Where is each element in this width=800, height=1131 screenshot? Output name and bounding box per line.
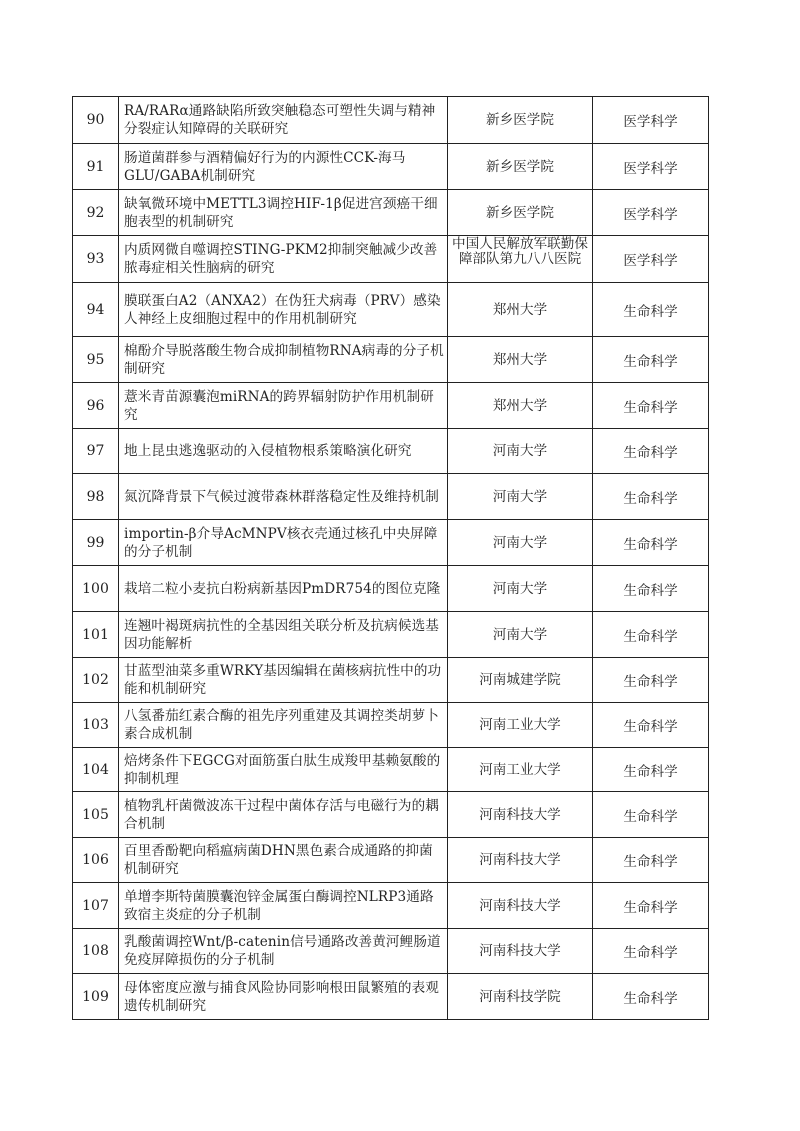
row-number-cell: 91 [73,144,119,190]
row-number-cell: 101 [73,612,119,658]
row-number-cell: 106 [73,838,119,883]
table-row [73,566,709,612]
discipline-cell: 生命科学 [593,474,709,520]
project-title-cell: 单增李斯特菌膜囊泡锌金属蛋白酶调控NLRP3通路致宿主炎症的分子机制 [119,883,448,929]
institution-cell: 新乡医学院 [448,97,593,144]
discipline-cell: 生命科学 [593,283,709,337]
project-title-cell: 肠道菌群参与酒精偏好行为的内源性CCK-海马GLU/GABA机制研究 [119,144,448,190]
discipline-cell: 医学科学 [593,236,709,283]
institution-cell: 河南科技大学 [448,929,593,974]
row-number-cell: 104 [73,748,119,792]
row-number-cell: 102 [73,658,119,703]
institution-cell: 河南科技大学 [448,838,593,883]
discipline-cell: 生命科学 [593,658,709,703]
project-title-cell: RA/RARα通路缺陷所致突触稳态可塑性失调与精神分裂症认知障碍的关联研究 [119,97,448,144]
institution-cell: 郑州大学 [448,283,593,337]
discipline-cell: 医学科学 [593,144,709,190]
row-number-cell: 108 [73,929,119,974]
project-title-cell: 膜联蛋白A2（ANXA2）在伪狂犬病毒（PRV）感染人神经上皮细胞过程中的作用机制研究 [119,283,448,337]
project-title-cell: 八氢番茄红素合酶的祖先序列重建及其调控类胡萝卜素合成机制 [119,703,448,748]
discipline-cell: 生命科学 [593,838,709,883]
discipline-cell: 生命科学 [593,748,709,792]
discipline-cell: 生命科学 [593,520,709,566]
project-title-cell: 连翘叶褐斑病抗性的全基因组关联分析及抗病候选基因功能解析 [119,612,448,658]
institution-cell: 河南城建学院 [448,658,593,703]
project-title-cell: 内质网微自噬调控STING-PKM2抑制突触减少改善脓毒症相关性脑病的研究 [119,236,448,283]
project-title-cell: 甘蓝型油菜多重WRKY基因编辑在菌核病抗性中的功能和机制研究 [119,658,448,703]
table-row [73,144,709,190]
institution-cell: 河南工业大学 [448,703,593,748]
discipline-cell: 生命科学 [593,703,709,748]
institution-cell: 郑州大学 [448,383,593,429]
row-number-cell: 98 [73,474,119,520]
table-row [73,612,709,658]
project-title-cell: 缺氧微环境中METTL3调控HIF-1β促进宫颈癌干细胞表型的机制研究 [119,190,448,236]
discipline-cell: 生命科学 [593,883,709,929]
row-number-cell: 95 [73,337,119,383]
project-title-cell: 焙烤条件下EGCG对面筋蛋白肽生成羧甲基赖氨酸的抑制机理 [119,748,448,792]
row-number-cell: 103 [73,703,119,748]
institution-cell: 河南大学 [448,612,593,658]
table-row [73,429,709,474]
discipline-cell: 生命科学 [593,383,709,429]
row-number-cell: 92 [73,190,119,236]
discipline-cell: 生命科学 [593,974,709,1020]
row-number-cell: 105 [73,792,119,838]
table-row [73,474,709,520]
table-row [73,974,709,1020]
table-body [73,97,709,1020]
row-number-cell: 100 [73,566,119,612]
project-title-cell: 地上昆虫逃逸驱动的入侵植物根系策略演化研究 [119,429,448,474]
discipline-cell: 生命科学 [593,337,709,383]
project-title-cell: 乳酸菌调控Wnt/β-catenin信号通路改善黄河鲤肠道免疫屏障损伤的分子机制 [119,929,448,974]
project-title-cell: 百里香酚靶向稻瘟病菌DHN黑色素合成通路的抑菌机制研究 [119,838,448,883]
table-row [73,283,709,337]
row-number-cell: 97 [73,429,119,474]
institution-cell: 河南大学 [448,566,593,612]
project-title-cell: 母体密度应激与捕食风险协同影响根田鼠繁殖的表观遗传机制研究 [119,974,448,1020]
discipline-cell: 医学科学 [593,97,709,144]
row-number-cell: 109 [73,974,119,1020]
institution-cell: 河南大学 [448,474,593,520]
institution-cell: 河南科技大学 [448,883,593,929]
row-number-cell: 93 [73,236,119,283]
row-number-cell: 96 [73,383,119,429]
table-row [73,520,709,566]
project-title-cell: 薏米青苗源囊泡miRNA的跨界辐射防护作用机制研究 [119,383,448,429]
discipline-cell: 生命科学 [593,429,709,474]
institution-cell: 中国人民解放军联勤保障部队第九八八医院 [448,236,593,283]
institution-cell: 河南工业大学 [448,748,593,792]
table-row [73,703,709,748]
discipline-cell: 生命科学 [593,566,709,612]
discipline-cell: 生命科学 [593,792,709,838]
institution-cell: 新乡医学院 [448,144,593,190]
table-row [73,97,709,144]
table-row [73,236,709,283]
project-title-cell: 植物乳杆菌微波冻干过程中菌体存活与电磁行为的耦合机制 [119,792,448,838]
discipline-cell: 生命科学 [593,612,709,658]
institution-cell: 河南大学 [448,520,593,566]
institution-cell: 河南科技学院 [448,974,593,1020]
institution-cell: 新乡医学院 [448,190,593,236]
row-number-cell: 107 [73,883,119,929]
table-row [73,658,709,703]
project-title-cell: importin-β介导AcMNPV核衣壳通过核孔中央屏障的分子机制 [119,520,448,566]
institution-cell: 郑州大学 [448,337,593,383]
discipline-cell: 生命科学 [593,929,709,974]
project-title-cell: 栽培二粒小麦抗白粉病新基因PmDR754的图位克隆 [119,566,448,612]
table-row [73,337,709,383]
table-row [73,883,709,929]
table-row [73,929,709,974]
table-row [73,792,709,838]
project-title-cell: 氮沉降背景下气候过渡带森林群落稳定性及维持机制 [119,474,448,520]
institution-cell: 河南大学 [448,429,593,474]
row-number-cell: 90 [73,97,119,144]
institution-cell: 河南科技大学 [448,792,593,838]
table-row [73,838,709,883]
project-title-cell: 棉酚介导脱落酸生物合成抑制植物RNA病毒的分子机制研究 [119,337,448,383]
row-number-cell: 99 [73,520,119,566]
table-row [73,190,709,236]
table-row [73,383,709,429]
discipline-cell: 医学科学 [593,190,709,236]
project-list-table [72,96,709,1020]
row-number-cell: 94 [73,283,119,337]
table-row [73,748,709,792]
